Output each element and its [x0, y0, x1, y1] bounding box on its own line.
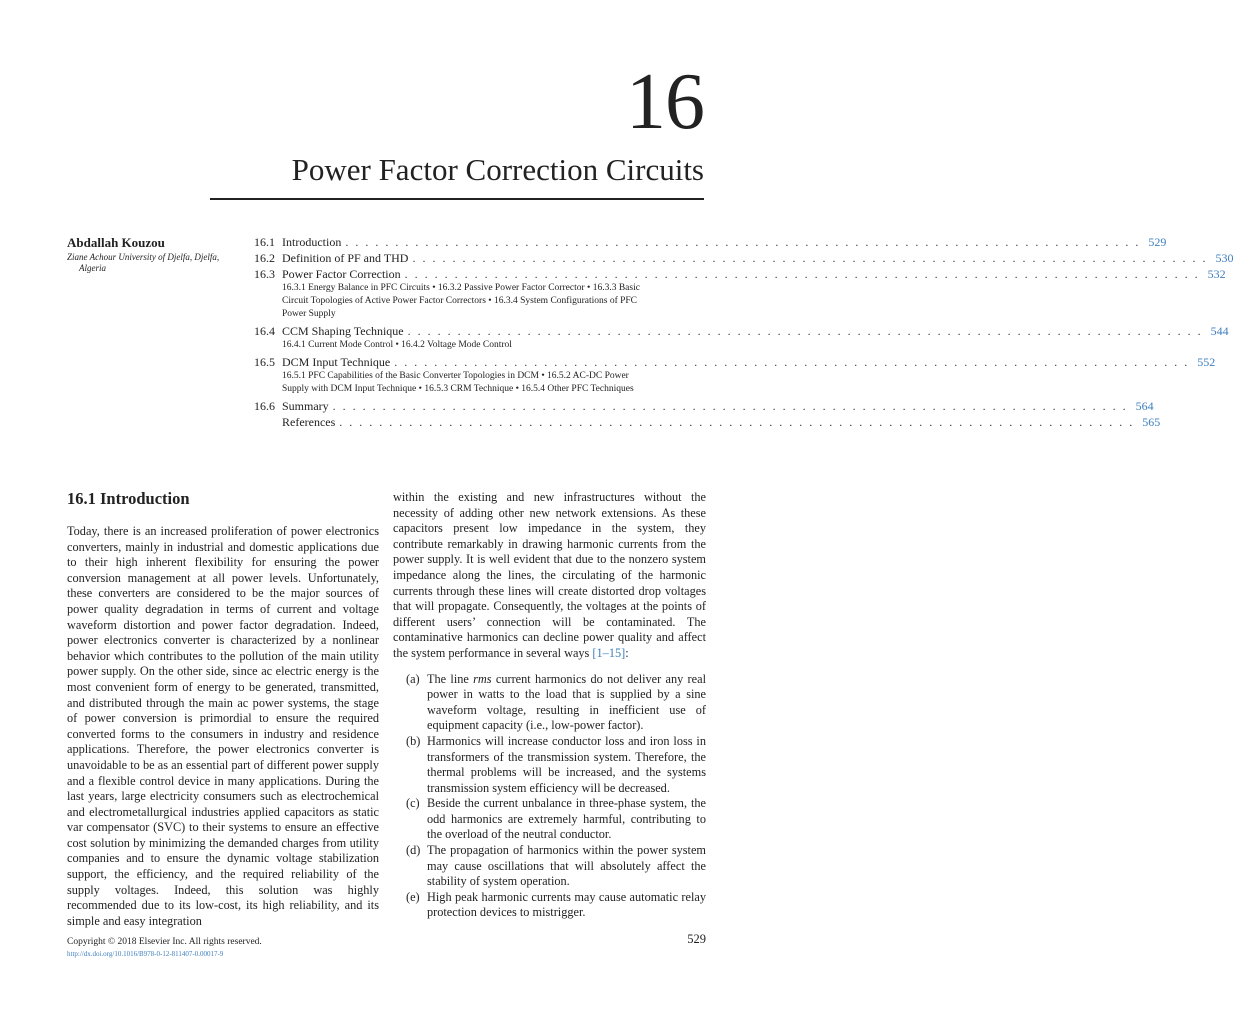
toc-entry-number: 16.6	[254, 399, 275, 413]
intro-paragraph-left: Today, there is an increased proliferation of power electronics converters, mainly in industrial and domestic applications due to their high inherent flexibility for ensuring the power conversion management at all power levels. Unfortunately, these converters are considered to be the major sources of power quality degradation in terms of current and voltage waveform distortion and power factor degradation. Indeed, power electronics converter is characterized by a nonlinear behavior which contributes to the pollution of the main utility power supply. On the other side, since ac electric energy is the most convenient form of energy to be generated, transmitted, and distributed through the main ac power systems, the stage of power conversion is primordial to ensure the required converted forms to the consumers in industry and residence applications. Therefore, the power electronics converter is unavoidable to be as an essential part of different power supply and a flexible control device in many applications. During the last years, large electricity consumers such as electrochemical and electrometallurgical industries applied capacitors as static var compensator (SVC) to their systems to ensure an effective cost solution by minimizing the demanded charges from utility companies and to ensure the dynamic voltage stabilization support, the efficiency, and the required reliability of the supply voltages. Indeed, this solution was highly recommended due to its low-cost, its high reliability, and its simple and easy integration	[67, 524, 379, 928]
toc-entry[interactable]	[254, 323, 1229, 339]
toc-subsections	[254, 282, 706, 321]
toc-entry-title: Power Factor Correction	[282, 267, 401, 281]
list-marker: (d)	[406, 843, 421, 858]
toc-entry-page-link[interactable]: 564	[1135, 399, 1154, 413]
author-affiliation	[67, 252, 247, 274]
title-rule	[210, 198, 704, 200]
toc-entry-page-link[interactable]: 552	[1197, 355, 1216, 369]
toc-entry-title: DCM Input Technique	[282, 355, 391, 369]
list-text-emphasis: rms	[473, 671, 492, 686]
toc-entry[interactable]	[254, 398, 1154, 414]
toc-subsection-line: 16.5.1 PFC Capabilities of the Basic Converter Topologies in DCM • 16.5.2 AC-DC Power	[282, 371, 629, 381]
effects-list	[393, 672, 706, 922]
toc-entry[interactable]	[254, 234, 1167, 250]
list-text-part: The line	[427, 671, 474, 686]
toc-entry-title: Definition of PF and THD	[282, 251, 409, 265]
toc-subsection-line: Power Supply	[282, 309, 336, 319]
list-item	[393, 796, 706, 843]
paragraph-text-end: :	[625, 645, 629, 660]
list-text	[427, 796, 706, 843]
intro-paragraph-right	[393, 490, 706, 662]
toc-entry-number: 16.1	[254, 235, 275, 249]
toc-entry[interactable]	[254, 266, 1226, 282]
list-item	[393, 890, 706, 921]
list-item	[393, 672, 706, 734]
toc-entry-page-link[interactable]: 532	[1207, 267, 1226, 281]
toc-subsection-line: 16.4.1 Current Mode Control • 16.4.2 Voltage Mode Control	[282, 340, 512, 350]
list-marker: (a)	[406, 671, 420, 686]
toc-entry-page-link[interactable]: 530	[1215, 251, 1233, 265]
list-item	[393, 734, 706, 796]
list-text-part: current harmonics do not deliver any real power in watts to the load that is supplied by a sine waveform voltage, resulting in inefficient use of equipment capacity (i.e., low-power factor).	[427, 671, 706, 733]
section-heading: 16.1 Introduction	[67, 489, 190, 508]
toc-leader-dots: . . . . . . . . . . . . . . . . . . . . . . . . . . . . . . . . . . . . . . . . . . . . . . . . . . . . . . . . . . . . . . . . . . . . . . . . . . . . . . . .	[412, 251, 1208, 265]
list-text-part: Harmonics will increase conductor loss and iron loss in transformers of the transmission system. Therefore, the thermal problems will be increased, and the systems transmission system efficiency will be decreased.	[427, 733, 706, 795]
left-column	[67, 524, 379, 929]
toc-leader-dots: . . . . . . . . . . . . . . . . . . . . . . . . . . . . . . . . . . . . . . . . . . . . . . . . . . . . . . . . . . . . . . . . . . . . . . . . . . . . . . . .	[345, 235, 1141, 249]
toc-leader-dots: . . . . . . . . . . . . . . . . . . . . . . . . . . . . . . . . . . . . . . . . . . . . . . . . . . . . . . . . . . . . . . . . . . . . . . . . . . . . . . . .	[394, 355, 1190, 369]
toc-entry-title: Summary	[282, 399, 329, 413]
toc-entry-page-link[interactable]: 565	[1142, 415, 1161, 429]
list-text-part: High peak harmonic currents may cause automatic relay protection devices to mistrigger.	[427, 889, 706, 920]
toc-entry-number: 16.3	[254, 267, 275, 281]
author-block	[67, 235, 247, 274]
toc-leader-dots: . . . . . . . . . . . . . . . . . . . . . . . . . . . . . . . . . . . . . . . . . . . . . . . . . . . . . . . . . . . . . . . . . . . . . . . . . . . . . . . .	[404, 267, 1200, 281]
doi-link[interactable]: http://dx.doi.org/10.1016/B978-0-12-811407-0.00017-9	[67, 950, 224, 958]
list-text-part: The propagation of harmonics within the power system may cause oscillations that will absolutely affect the stability of system operation.	[427, 843, 706, 889]
toc-entry-page-link[interactable]: 529	[1148, 235, 1167, 249]
toc-entry-number: 16.5	[254, 355, 275, 369]
right-column	[393, 490, 706, 921]
list-text	[427, 734, 706, 796]
affiliation-line-2: Algeria	[79, 263, 106, 273]
toc-entry-title: CCM Shaping Technique	[282, 324, 404, 338]
list-marker: (e)	[406, 889, 420, 904]
toc-leader-dots: . . . . . . . . . . . . . . . . . . . . . . . . . . . . . . . . . . . . . . . . . . . . . . . . . . . . . . . . . . . . . . . . . . . . . . . . . . . . . . . .	[339, 415, 1135, 429]
toc-subsection-line: Supply with DCM Input Technique • 16.5.3 CRM Technique • 16.5.4 Other PFC Techniques	[282, 384, 634, 394]
author-name: Abdallah Kouzou	[67, 235, 165, 250]
copyright-notice: Copyright © 2018 Elsevier Inc. All rights reserved.	[67, 937, 262, 947]
list-text	[427, 843, 706, 890]
list-text	[427, 890, 706, 921]
table-of-contents	[254, 234, 1233, 430]
toc-entry-page-link[interactable]: 544	[1210, 324, 1229, 338]
toc-entry[interactable]	[254, 354, 1216, 370]
toc-entry-number: 16.4	[254, 324, 275, 338]
toc-subsections	[254, 370, 706, 396]
list-item	[393, 843, 706, 890]
list-text	[427, 672, 706, 734]
list-marker: (c)	[406, 796, 420, 811]
chapter-number: 16	[626, 58, 704, 146]
toc-entry-title: References	[282, 415, 336, 429]
toc-leader-dots: . . . . . . . . . . . . . . . . . . . . . . . . . . . . . . . . . . . . . . . . . . . . . . . . . . . . . . . . . . . . . . . . . . . . . . . . . . . . . . . .	[407, 324, 1203, 338]
citation-link[interactable]: [1–15]	[592, 645, 626, 660]
paragraph-text: within the existing and new infrastructures without the necessity of adding other new network extensions. As these capacitors present low impedance in the system, they contribute remarkably in drawing harmonic currents from the power supply. It is well evident that due to the nonzero system impedance along the lines, the circulating of the harmonic currents through these lines will create distorted drop voltages that will propagate. Consequently, the voltages at the points of different users’ connection will be contaminated. The contaminative harmonics can decline power quality and affect the system performance in several ways	[393, 490, 706, 660]
page-number: 529	[687, 932, 706, 946]
toc-entry-number: 16.2	[254, 251, 275, 265]
toc-subsection-line: 16.3.1 Energy Balance in PFC Circuits • 16.3.2 Passive Power Factor Corrector • 16.3.3 Basic	[282, 283, 640, 293]
toc-entry[interactable]	[254, 414, 1161, 430]
list-text-part: Beside the current unbalance in three-phase system, the odd harmonics are extremely harmful, contributing to the overload of the neutral conductor.	[427, 796, 706, 842]
affiliation-line-1: Ziane Achour University of Djelfa, Djelfa,	[67, 252, 220, 262]
toc-entry[interactable]	[254, 250, 1233, 266]
list-marker: (b)	[406, 733, 421, 748]
toc-subsections	[254, 339, 706, 352]
chapter-title: Power Factor Correction Circuits	[291, 152, 704, 187]
toc-leader-dots: . . . . . . . . . . . . . . . . . . . . . . . . . . . . . . . . . . . . . . . . . . . . . . . . . . . . . . . . . . . . . . . . . . . . . . . . . . . . . . . .	[332, 399, 1128, 413]
toc-entry-title: Introduction	[282, 235, 342, 249]
toc-subsection-line: Circuit Topologies of Active Power Factor Correctors • 16.3.4 System Configurations of PFC	[282, 296, 638, 306]
